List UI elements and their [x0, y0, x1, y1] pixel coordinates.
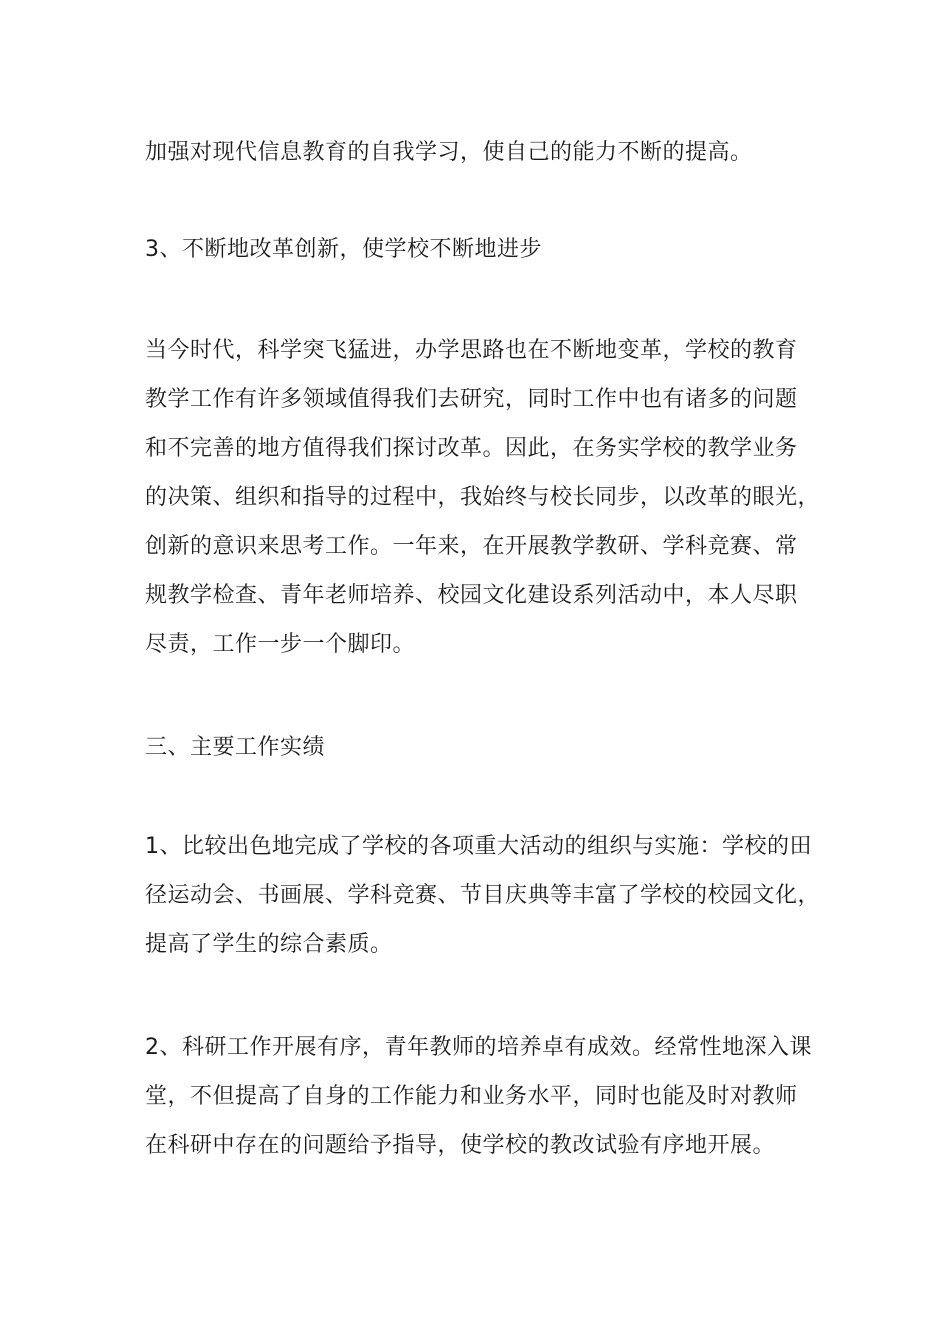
- heading-text: 3、不断地改革创新，使学校不断地进步: [145, 237, 542, 262]
- text-line: 尽责，工作一步一个脚印。: [145, 632, 416, 657]
- section-heading-achievements: [145, 723, 835, 772]
- paragraph-reform: [145, 326, 835, 669]
- text-line: 规教学检查、青年老师培养、校园文化建设系列活动中，本人尽职: [145, 583, 798, 608]
- text-line: 的决策、组织和指导的过程中，我始终与校长同步，以改革的眼光，: [145, 485, 821, 510]
- list-item-activities: [145, 822, 835, 969]
- text-line: 2、科研工作开展有序，青年教师的培养卓有成效。经常性地深入课: [145, 1035, 812, 1060]
- list-item-research: [145, 1023, 835, 1170]
- text-line: 创新的意识来思考工作。一年来，在开展教学教研、学科竞赛、常: [145, 534, 798, 559]
- text-line: 在科研中存在的问题给予指导，使学校的教改试验有序地开展。: [145, 1133, 776, 1158]
- text-line: 径运动会、书画展、学科竞赛、节目庆典等丰富了学校的校园文化，: [145, 883, 821, 908]
- text-line: 加强对现代信息教育的自我学习，使自己的能力不断的提高。: [145, 140, 753, 165]
- text-line: 堂，不但提高了自身的工作能力和业务水平，同时也能及时对教师: [145, 1084, 798, 1109]
- paragraph-self-learning: [145, 128, 835, 177]
- text-line: 和不完善的地方值得我们探讨改革。因此，在务实学校的教学业务: [145, 436, 798, 461]
- text-line: 1、比较出色地完成了学校的各项重大活动的组织与实施：学校的田: [145, 834, 812, 859]
- section-heading-text: 三、主要工作实绩: [145, 735, 326, 760]
- text-line: 教学工作有许多领域值得我们去研究，同时工作中也有诸多的问题: [145, 387, 798, 412]
- text-line: 提高了学生的综合素质。: [145, 932, 393, 957]
- heading-reform-innovation: [145, 225, 835, 274]
- text-line: 当今时代，科学突飞猛进，办学思路也在不断地变革，学校的教育: [145, 338, 798, 363]
